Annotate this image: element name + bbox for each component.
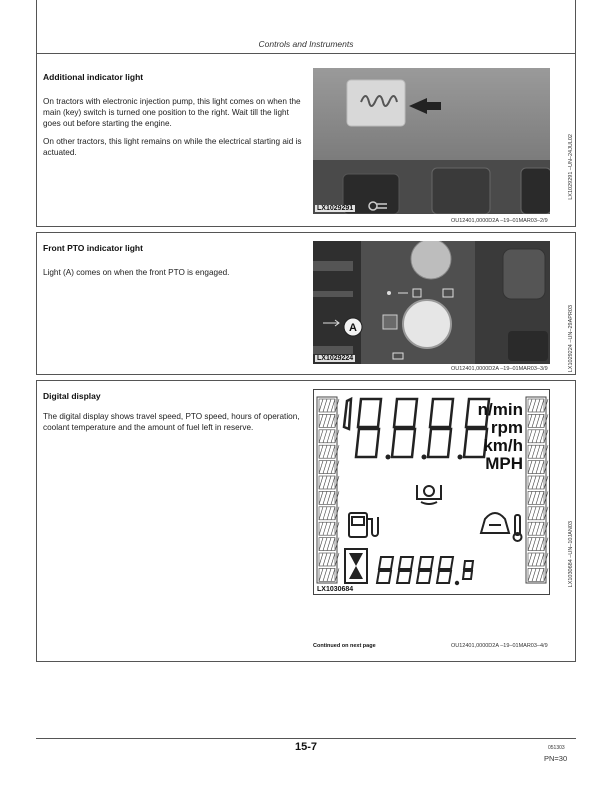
continued-note: Continued on next page <box>313 643 376 649</box>
side-code: LX1030684 –UN–10JAN03 <box>568 521 574 588</box>
gauge-segment <box>528 491 544 504</box>
indicator-light-illustration <box>313 68 550 214</box>
gauge-segment <box>319 461 335 474</box>
gauge-segment <box>319 553 335 566</box>
paragraph: On tractors with electronic injection pump, this light comes on when the main (key) switch is turned one position to the right. Wait till the light goes out before starting the engine. <box>43 97 301 128</box>
gauge-segment <box>319 445 335 458</box>
page-number: 15-7 <box>294 741 318 753</box>
image-label: LX1029291 <box>317 205 354 212</box>
section-front-pto-indicator-light <box>36 232 576 375</box>
unit-label: km/h <box>483 436 523 455</box>
section-body <box>43 267 305 285</box>
section-title: Front PTO indicator light <box>43 243 143 253</box>
gauge-segment <box>528 507 544 520</box>
unit-label: MPH <box>485 454 523 473</box>
section-body <box>43 411 305 440</box>
digital-display-illustration <box>313 389 550 595</box>
gauge-segment <box>319 491 335 504</box>
reference-code: OU12401,0000D2A –19–01MAR03–4/9 <box>451 643 548 649</box>
indicator-light-photo <box>313 68 550 214</box>
footer-rule <box>36 738 576 739</box>
gauge-segment <box>528 568 544 581</box>
gauge-segment <box>528 476 544 489</box>
gauge-segment <box>528 445 544 458</box>
gauge-segment <box>528 414 544 427</box>
gauge-segment <box>528 538 544 551</box>
digital-display-figure <box>313 389 550 595</box>
paragraph: On other tractors, this light remains on while the electrical starting aid is actuated. <box>43 137 302 157</box>
gauge-segment <box>319 476 335 489</box>
paragraph: The digital display shows travel speed, PTO speed, hours of operation, coolant temperature and the amount of fuel left in reserve. <box>43 412 300 432</box>
gauge-segment <box>528 430 544 443</box>
gauge-segment <box>528 522 544 535</box>
front-pto-photo <box>313 241 550 364</box>
reference-code: OU12401,0000D2A –19–01MAR03–2/9 <box>451 218 548 224</box>
section-additional-indicator-light <box>36 54 576 227</box>
gauge-segment <box>319 568 335 581</box>
unit-label: rpm <box>490 418 523 437</box>
unit-label: n/min <box>477 400 523 419</box>
gauge-segment <box>528 461 544 474</box>
gauge-segment <box>528 399 544 412</box>
paragraph: Light (A) comes on when the front PTO is engaged. <box>43 268 230 277</box>
gauge-segment <box>319 538 335 551</box>
callout-a: A <box>349 322 357 334</box>
gauge-segment <box>319 522 335 535</box>
side-code: LX1029224 –UN–29APR03 <box>568 305 574 373</box>
gauge-segment <box>319 414 335 427</box>
front-pto-illustration <box>313 241 550 364</box>
gauge-segment <box>319 507 335 520</box>
pn-number: PN=30 <box>544 754 568 763</box>
side-code: LX1029291 –UN–24JUL02 <box>568 134 574 200</box>
reference-code: OU12401,0000D2A –19–01MAR03–3/9 <box>451 366 548 372</box>
section-title: Digital display <box>43 391 101 401</box>
gauge-segment <box>528 553 544 566</box>
document-code: 051303 <box>548 745 565 751</box>
gauge-segment <box>319 430 335 443</box>
image-label: LX1029224 <box>317 355 354 362</box>
image-label: LX1030684 <box>317 586 354 593</box>
section-title: Additional indicator light <box>43 72 144 82</box>
left-bar-gauge <box>317 397 339 583</box>
right-bar-gauge <box>526 397 548 583</box>
unit-labels <box>478 400 523 473</box>
gauge-segment <box>319 399 335 412</box>
page-header-title: Controls and Instruments <box>258 39 354 49</box>
section-digital-display <box>36 380 576 662</box>
section-body <box>43 96 305 165</box>
